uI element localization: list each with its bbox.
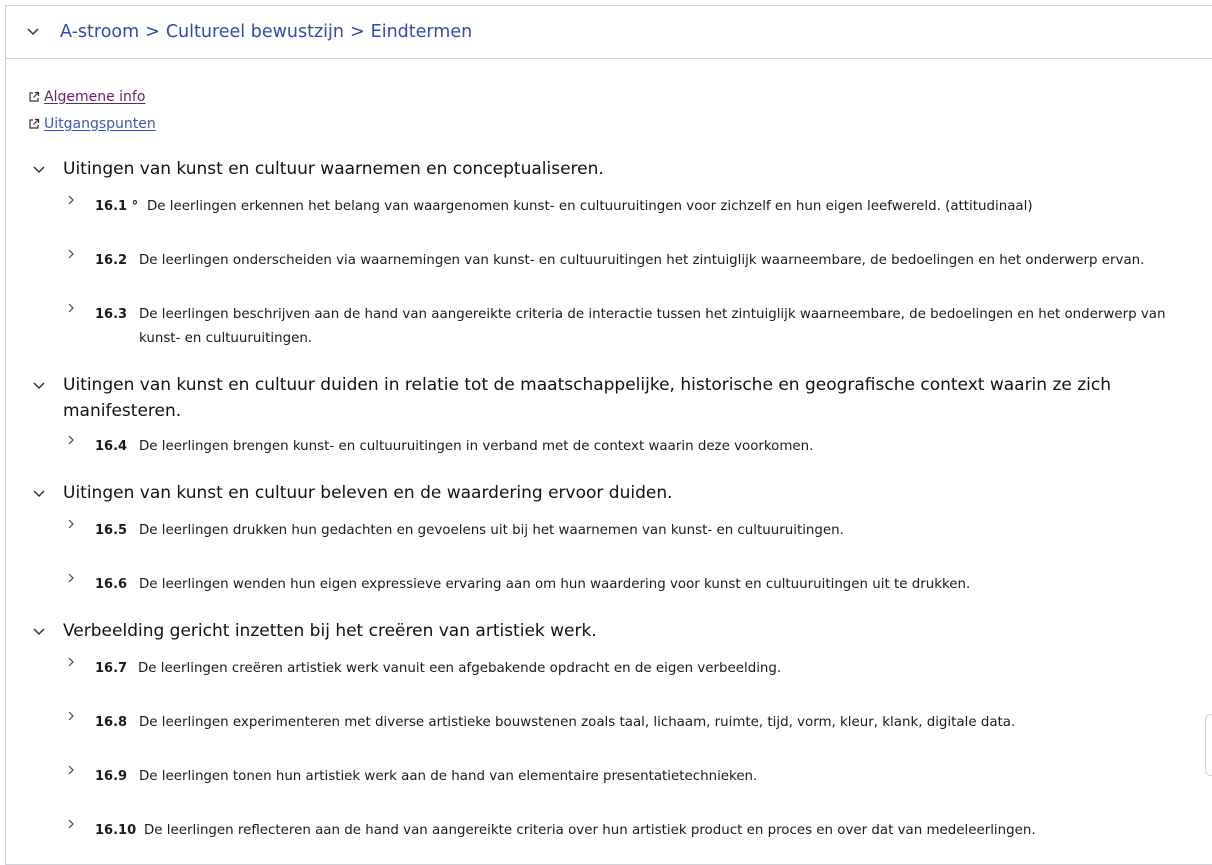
item-code: 16.8 xyxy=(95,715,128,730)
section-title[interactable]: Uitingen van kunst en cultuur waarnemen en conceptualiseren. xyxy=(63,159,604,179)
section-title[interactable]: Uitingen van kunst en cultuur duiden in relatie tot de maatschappelijke, historische en geografische context waarin ze zich manifesteren. xyxy=(63,375,1112,421)
eindtermen-panel xyxy=(5,5,1212,865)
item-code: 16.5 xyxy=(95,523,128,538)
chevron-right-icon[interactable] xyxy=(66,433,76,447)
item-code: 16.10 xyxy=(95,823,137,838)
chevron-down-icon[interactable] xyxy=(32,163,46,177)
item-text: De leerlingen creëren artistiek werk vanuit een afgebakende opdracht en de eigen verbeelding. xyxy=(138,661,782,676)
item-text: De leerlingen experimenteren met diverse artistieke bouwstenen zoals taal, lichaam, ruimte, tijd, vorm, kleur, klank, digitale data. xyxy=(139,715,1016,730)
link-algemene-info[interactable] xyxy=(28,83,156,110)
chevron-right-icon[interactable] xyxy=(66,709,76,723)
section-title[interactable]: Uitingen van kunst en cultuur beleven en de waardering ervoor duiden. xyxy=(63,483,673,503)
item-code: 16.9 xyxy=(95,769,128,784)
item-text: De leerlingen brengen kunst- en cultuuruitingen in verband met de context waarin deze voorkomen. xyxy=(139,439,814,454)
side-feedback-tab[interactable] xyxy=(1205,714,1212,776)
chevron-right-icon[interactable] xyxy=(66,517,76,531)
chevron-down-icon[interactable] xyxy=(32,625,46,639)
algemene-info-link[interactable]: Algemene info xyxy=(44,88,146,105)
item-code: 16.6 xyxy=(95,577,128,592)
chevron-right-icon[interactable] xyxy=(66,247,76,261)
item-code: 16.7 xyxy=(95,661,128,676)
item-text: De leerlingen reflecteren aan de hand van aangereikte criteria over hun artistiek product en proces en over dat van medeleerlingen. xyxy=(144,823,1036,838)
section-title[interactable]: Verbeelding gericht inzetten bij het creëren van artistiek werk. xyxy=(63,621,597,641)
info-links xyxy=(28,83,156,137)
item-text: De leerlingen tonen hun artistiek werk aan de hand van elementaire presentatietechnieken. xyxy=(139,769,758,784)
panel-header[interactable] xyxy=(6,6,1212,59)
item-text: De leerlingen erkennen het belang van waargenomen kunst- en cultuuruitingen voor zichzelf en hun eigen leefwereld. (attitudinaal) xyxy=(147,199,1033,214)
breadcrumb xyxy=(60,22,472,42)
chevron-right-icon[interactable] xyxy=(66,655,76,669)
breadcrumb-item-current[interactable]: Eindtermen xyxy=(370,22,473,42)
item-text: De leerlingen beschrijven aan de hand van aangereikte criteria de interactie tussen het zintuiglijk waarneembare, de bedoelingen en het onderwerp van kunst- en cultuuruitingen. xyxy=(139,307,1166,346)
chevron-down-icon[interactable] xyxy=(26,25,40,39)
chevron-right-icon[interactable] xyxy=(66,571,76,585)
external-link-icon xyxy=(28,118,40,130)
breadcrumb-item-stroom[interactable]: A-stroom xyxy=(60,22,140,42)
item-code: 16.4 xyxy=(95,439,128,454)
breadcrumb-item-domain[interactable]: Cultureel bewustzijn xyxy=(165,22,344,42)
chevron-down-icon[interactable] xyxy=(32,379,46,393)
chevron-right-icon[interactable] xyxy=(66,193,76,207)
item-text: De leerlingen wenden hun eigen expressieve ervaring aan om hun waardering voor kunst en cultuuruitingen uit te drukken. xyxy=(139,577,971,592)
item-text: De leerlingen drukken hun gedachten en gevoelens uit bij het waarnemen van kunst- en cultuuruitingen. xyxy=(139,523,844,538)
chevron-right-icon[interactable] xyxy=(66,817,76,831)
item-code: 16.3 xyxy=(95,307,128,322)
breadcrumb-separator: > xyxy=(349,22,365,42)
chevron-down-icon[interactable] xyxy=(32,487,46,501)
uitgangspunten-link[interactable]: Uitgangspunten xyxy=(44,115,156,132)
breadcrumb-separator: > xyxy=(145,22,160,42)
chevron-right-icon[interactable] xyxy=(66,763,76,777)
link-uitgangspunten[interactable] xyxy=(28,110,156,137)
external-link-icon xyxy=(28,91,40,103)
item-code: 16.1 ° xyxy=(95,199,139,214)
item-text: De leerlingen onderscheiden via waarnemingen van kunst- en cultuuruitingen het zintuiglijk waarneembare, de bedoelingen en het onderwerp ervan. xyxy=(139,253,1145,268)
item-code: 16.2 xyxy=(95,253,128,268)
chevron-right-icon[interactable] xyxy=(66,301,76,315)
